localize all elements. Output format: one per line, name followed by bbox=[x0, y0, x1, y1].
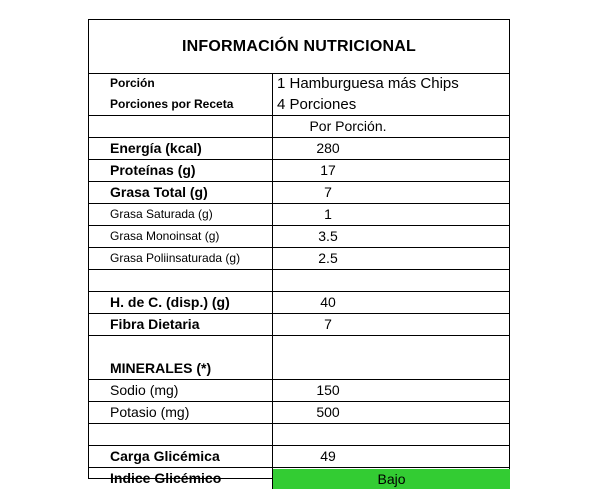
glycemic-load-label: Carga Glicémica bbox=[110, 448, 220, 464]
nutrient-value: 7 bbox=[324, 184, 332, 200]
nutrient-label: Grasa Poliinsaturada (g) bbox=[110, 251, 241, 265]
nutrient-label: Proteínas (g) bbox=[110, 162, 196, 178]
nutrient-row bbox=[89, 182, 509, 204]
nutrient-row bbox=[89, 160, 509, 182]
glycemic-load-row bbox=[89, 446, 509, 468]
portion-label: Porción bbox=[110, 76, 155, 90]
portion-row bbox=[89, 73, 509, 94]
carb-label: Fibra Dietaria bbox=[110, 316, 200, 332]
per-serving-header: Por Porción. bbox=[309, 118, 387, 134]
servings-label: Porciones por Receta bbox=[110, 97, 234, 111]
glycemic-load-value: 49 bbox=[320, 448, 336, 464]
portion-value: 1 Hamburguesa más Chips bbox=[277, 75, 459, 92]
carb-value: 40 bbox=[320, 294, 336, 310]
mineral-value: 500 bbox=[316, 404, 340, 420]
minerals-heading-row bbox=[89, 336, 509, 380]
carb-row bbox=[89, 292, 509, 314]
nutrient-value: 280 bbox=[316, 140, 340, 156]
nutrient-label: Grasa Total (g) bbox=[110, 184, 208, 200]
spacer-row bbox=[89, 270, 509, 292]
nutrient-label: Grasa Monoinsat (g) bbox=[110, 229, 220, 243]
nutrient-label: Grasa Saturada (g) bbox=[110, 207, 213, 221]
carb-row bbox=[89, 314, 509, 336]
mineral-label: Potasio (mg) bbox=[110, 404, 190, 420]
glycemic-index-row bbox=[89, 468, 509, 489]
nutrient-row bbox=[89, 248, 509, 270]
nutrient-value: 3.5 bbox=[318, 228, 338, 244]
mineral-row bbox=[89, 402, 509, 424]
nutrient-row bbox=[89, 204, 509, 226]
servings-row bbox=[89, 94, 509, 116]
nutrient-row bbox=[89, 226, 509, 248]
nutrition-facts-table bbox=[88, 19, 510, 487]
nutrient-value: 2.5 bbox=[318, 250, 338, 266]
glycemic-index-value: Bajo bbox=[272, 469, 510, 489]
mineral-value: 150 bbox=[316, 382, 340, 398]
mineral-label: Sodio (mg) bbox=[110, 382, 179, 398]
nutrient-value: 1 bbox=[324, 206, 332, 222]
carb-label: H. de C. (disp.) (g) bbox=[110, 294, 230, 310]
nutrient-row bbox=[89, 138, 509, 160]
minerals-heading: MINERALES (*) bbox=[110, 360, 212, 376]
mineral-row bbox=[89, 380, 509, 402]
nutrient-label: Energía (kcal) bbox=[110, 140, 202, 156]
spacer-row bbox=[89, 424, 509, 446]
glycemic-index-label: Indice Glicémico bbox=[110, 470, 222, 486]
nutrient-value: 17 bbox=[320, 162, 336, 178]
table-title: INFORMACIÓN NUTRICIONAL bbox=[89, 20, 509, 74]
servings-value: 4 Porciones bbox=[277, 96, 357, 113]
column-header-row bbox=[89, 116, 509, 138]
carb-value: 7 bbox=[324, 316, 332, 332]
